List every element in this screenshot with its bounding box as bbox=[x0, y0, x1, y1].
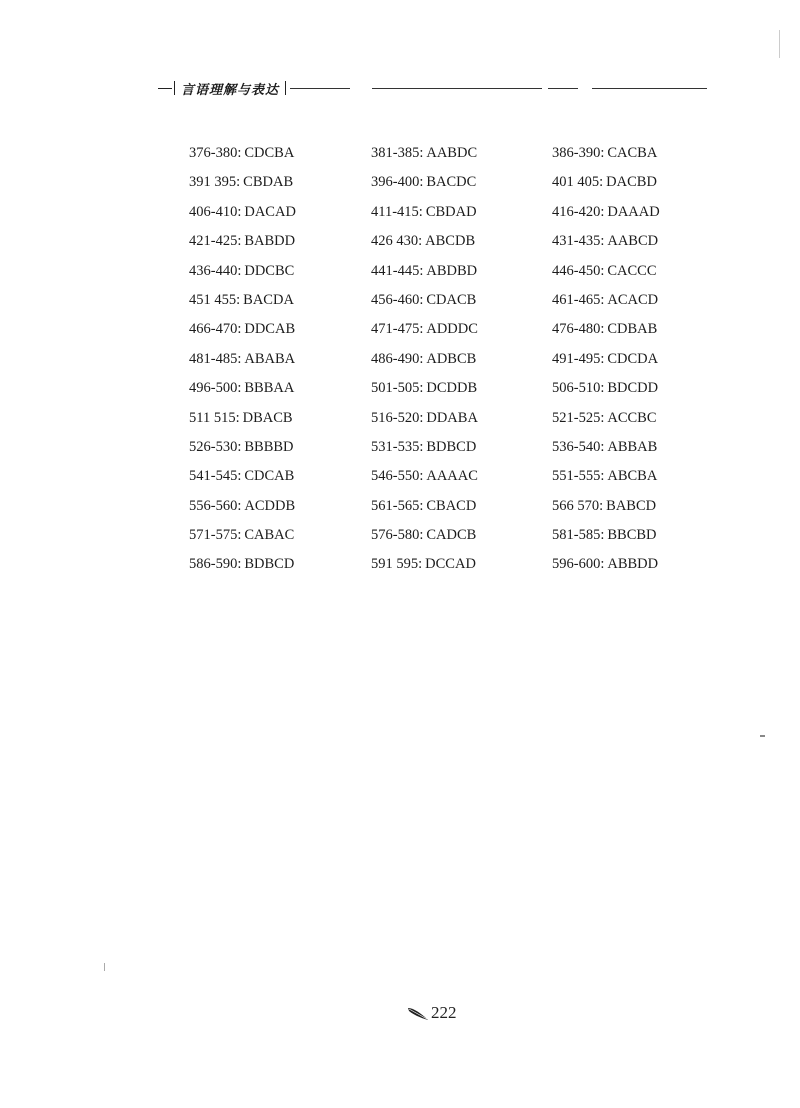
answer-row bbox=[371, 374, 478, 403]
answer-row bbox=[189, 198, 296, 227]
answer-row bbox=[552, 198, 660, 227]
question-range: 506-510: bbox=[552, 380, 605, 397]
question-range: 511 515: bbox=[189, 409, 240, 426]
answer-code: CABAC bbox=[244, 527, 295, 544]
answer-row bbox=[552, 139, 660, 168]
answer-code: CDACB bbox=[426, 291, 477, 308]
question-range: 541-545: bbox=[189, 468, 242, 485]
answer-row bbox=[189, 286, 296, 315]
answer-code: ABABA bbox=[244, 350, 296, 367]
question-range: 561-565: bbox=[371, 497, 424, 514]
question-range: 491-495: bbox=[552, 350, 605, 367]
answer-code: CDCDA bbox=[607, 350, 659, 367]
answer-row bbox=[189, 315, 296, 344]
question-range: 426 430: bbox=[371, 233, 423, 250]
question-range: 391 395: bbox=[189, 174, 241, 191]
answer-row bbox=[552, 227, 660, 256]
answer-row bbox=[371, 521, 478, 550]
answer-code: BBBAA bbox=[244, 380, 295, 397]
answer-code: DDABA bbox=[426, 409, 478, 426]
answer-code: DACAD bbox=[244, 203, 296, 220]
answer-row bbox=[552, 345, 660, 374]
question-range: 386-390: bbox=[552, 145, 605, 161]
question-range: 556-560: bbox=[189, 497, 242, 514]
question-range: 406-410: bbox=[189, 203, 242, 220]
header-rule-segment bbox=[548, 88, 578, 89]
question-range: 476-480: bbox=[552, 321, 605, 338]
question-range: 416-420: bbox=[552, 203, 605, 220]
answer-column-2 bbox=[371, 139, 478, 580]
question-range: 531-535: bbox=[371, 438, 424, 455]
answer-code: BDCDD bbox=[607, 380, 659, 397]
question-range: 596-600: bbox=[552, 556, 605, 573]
question-range: 496-500: bbox=[189, 380, 242, 397]
question-range: 516-520: bbox=[371, 409, 424, 426]
question-range: 461-465: bbox=[552, 291, 605, 308]
question-range: 546-550: bbox=[371, 468, 424, 485]
question-range: 486-490: bbox=[371, 350, 424, 367]
answer-code: ABCBA bbox=[607, 468, 658, 485]
question-range: 376-380: bbox=[189, 145, 242, 161]
question-range: 431-435: bbox=[552, 233, 605, 250]
question-range: 451 455: bbox=[189, 291, 241, 308]
answer-row bbox=[552, 315, 660, 344]
answer-row bbox=[552, 521, 660, 550]
answer-column-3 bbox=[552, 139, 660, 580]
question-range: 571-575: bbox=[189, 527, 242, 544]
answer-code: AAAAC bbox=[426, 468, 478, 485]
answer-column-1 bbox=[189, 139, 296, 580]
answer-code: ABCDB bbox=[425, 233, 476, 250]
header-lead-line bbox=[158, 88, 172, 89]
answer-row bbox=[189, 257, 296, 286]
answer-row bbox=[552, 257, 660, 286]
answer-row bbox=[552, 374, 660, 403]
answer-code: DBACB bbox=[242, 409, 293, 426]
answer-row bbox=[189, 404, 296, 433]
header-title: 言语理解与表达 bbox=[181, 82, 280, 98]
answer-row bbox=[552, 286, 660, 315]
feather-leaf-icon bbox=[407, 1005, 429, 1021]
answer-code: ABBAB bbox=[607, 438, 658, 455]
answer-code: CACCC bbox=[607, 262, 657, 279]
answer-code: BBBBD bbox=[244, 438, 294, 455]
answer-row bbox=[189, 139, 296, 168]
question-range: 536-540: bbox=[552, 438, 605, 455]
answer-code: ADBCB bbox=[426, 350, 477, 367]
answer-code: BACDA bbox=[243, 291, 294, 308]
answer-row bbox=[371, 198, 478, 227]
answer-code: AABCD bbox=[607, 233, 659, 250]
question-range: 396-400: bbox=[371, 174, 424, 191]
question-range: 586-590: bbox=[189, 556, 242, 573]
answer-code: CBACD bbox=[426, 497, 477, 514]
answer-code: CADCB bbox=[426, 527, 477, 544]
answer-code: ABBDD bbox=[607, 556, 659, 573]
answer-row bbox=[552, 168, 660, 197]
answer-row bbox=[189, 227, 296, 256]
answer-code: DCCAD bbox=[425, 556, 476, 573]
answer-code: ADDDC bbox=[426, 321, 478, 338]
answer-row bbox=[189, 168, 296, 197]
answer-row bbox=[371, 257, 478, 286]
answer-row bbox=[552, 462, 660, 491]
answer-code: DDCAB bbox=[244, 321, 296, 338]
answer-row bbox=[371, 286, 478, 315]
answer-code: BABDD bbox=[244, 233, 296, 250]
answer-code: BBCBD bbox=[607, 527, 657, 544]
answer-row bbox=[189, 374, 296, 403]
question-range: 436-440: bbox=[189, 262, 242, 279]
question-range: 466-470: bbox=[189, 321, 242, 338]
header-rule-segment bbox=[592, 88, 707, 89]
scan-speck bbox=[104, 963, 105, 971]
answer-code: ABDBD bbox=[426, 262, 478, 279]
question-range: 381-385: bbox=[371, 145, 424, 161]
answer-row bbox=[371, 168, 478, 197]
question-range: 456-460: bbox=[371, 291, 424, 308]
answer-code: CBDAB bbox=[243, 174, 294, 191]
question-range: 591 595: bbox=[371, 556, 423, 573]
answer-row bbox=[371, 404, 478, 433]
answer-row bbox=[371, 315, 478, 344]
page-footer bbox=[407, 1003, 457, 1023]
question-range: 401 405: bbox=[552, 174, 604, 191]
answer-row bbox=[189, 433, 296, 462]
scan-speck bbox=[760, 735, 765, 737]
answer-row bbox=[371, 550, 478, 579]
answer-code: DCDDB bbox=[426, 380, 478, 397]
answer-row bbox=[189, 550, 296, 579]
answer-code: DAAAD bbox=[607, 203, 660, 220]
answer-row bbox=[552, 433, 660, 462]
answer-row bbox=[189, 521, 296, 550]
answer-row bbox=[552, 550, 660, 579]
page-number: 222 bbox=[431, 1003, 457, 1022]
answer-code: DDCBC bbox=[244, 262, 295, 279]
question-range: 411-415: bbox=[371, 203, 423, 220]
scan-speck bbox=[779, 30, 780, 58]
answer-row bbox=[371, 462, 478, 491]
question-range: 551-555: bbox=[552, 468, 605, 485]
answer-code: CDCBA bbox=[244, 145, 295, 161]
question-range: 441-445: bbox=[371, 262, 424, 279]
answer-code: BDBCD bbox=[426, 438, 477, 455]
question-range: 421-425: bbox=[189, 233, 242, 250]
answer-row bbox=[552, 492, 660, 521]
question-range: 471-475: bbox=[371, 321, 424, 338]
answer-code: ACDDB bbox=[244, 497, 296, 514]
running-header bbox=[158, 78, 286, 98]
answer-code: CDCAB bbox=[244, 468, 295, 485]
question-range: 481-485: bbox=[189, 350, 242, 367]
header-bar-left bbox=[174, 81, 175, 95]
answer-row bbox=[189, 492, 296, 521]
answer-row bbox=[552, 404, 660, 433]
answer-row bbox=[371, 139, 478, 168]
answer-code: AABDC bbox=[426, 145, 478, 161]
header-bar-right bbox=[285, 81, 286, 95]
answer-code: CACBA bbox=[607, 145, 658, 161]
answer-code: DACBD bbox=[606, 174, 657, 191]
answer-row bbox=[371, 345, 478, 374]
answer-code: CBDAD bbox=[425, 203, 477, 220]
header-rule-segment bbox=[372, 88, 542, 89]
question-range: 446-450: bbox=[552, 262, 605, 279]
answer-code: BACDC bbox=[426, 174, 477, 191]
question-range: 526-530: bbox=[189, 438, 242, 455]
answer-code: BABCD bbox=[606, 497, 657, 514]
answer-code: CDBAB bbox=[607, 321, 658, 338]
answer-row bbox=[371, 433, 478, 462]
header-rule-segment bbox=[290, 88, 350, 89]
answer-code: ACACD bbox=[607, 291, 659, 308]
answer-code: BDBCD bbox=[244, 556, 295, 573]
question-range: 521-525: bbox=[552, 409, 605, 426]
answer-row bbox=[189, 345, 296, 374]
question-range: 576-580: bbox=[371, 527, 424, 544]
question-range: 566 570: bbox=[552, 497, 604, 514]
answer-code: ACCBC bbox=[607, 409, 657, 426]
question-range: 581-585: bbox=[552, 527, 605, 544]
answer-row bbox=[371, 227, 478, 256]
answer-row bbox=[189, 462, 296, 491]
question-range: 501-505: bbox=[371, 380, 424, 397]
answer-row bbox=[371, 492, 478, 521]
